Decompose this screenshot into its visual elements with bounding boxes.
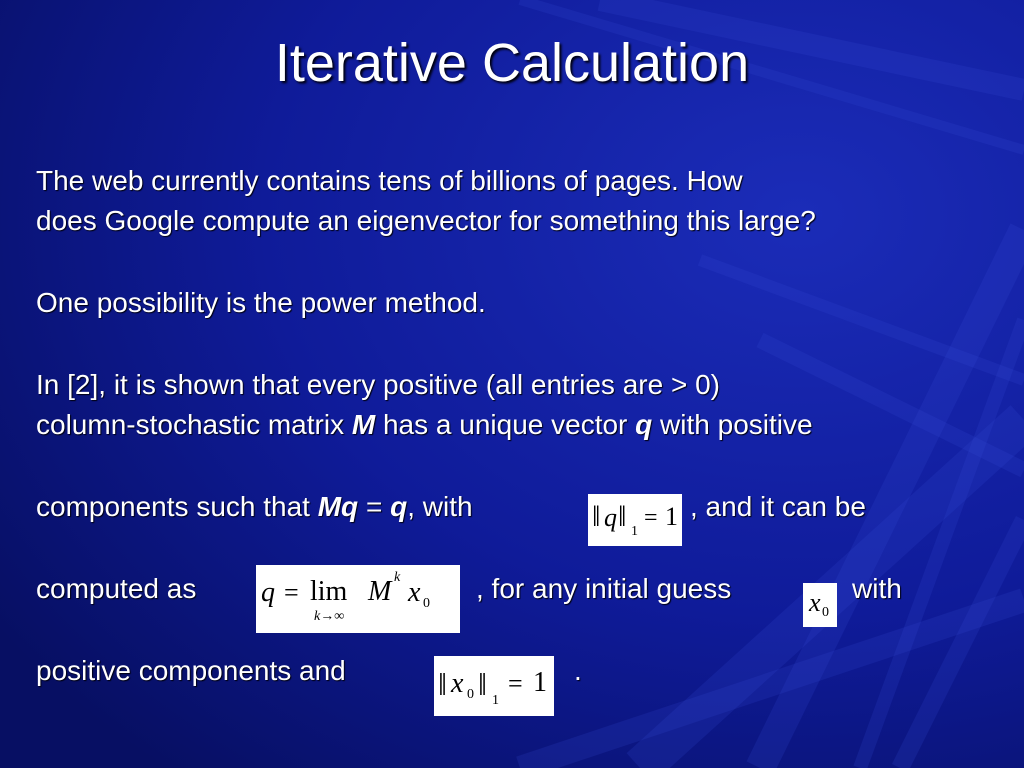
limit-lhs-q: q — [261, 577, 275, 608]
exponent-k: k — [394, 570, 401, 585]
para3-line2 — [36, 405, 813, 445]
para3-line3-tail: , and it can be — [690, 491, 866, 522]
para3-line2-text-b: has a unique vector — [375, 409, 636, 440]
para3-line3 — [36, 487, 473, 527]
para3-line4-tail: with — [852, 573, 902, 604]
equation-norm-q — [588, 494, 682, 546]
limit-equals: = — [284, 578, 299, 607]
norm-x0-value: 1 — [533, 667, 547, 698]
norm-q-equals: = — [644, 505, 658, 531]
para1-line2: does Google compute an eigenvector for something this large? — [36, 205, 816, 236]
norm-x0-var-subscript: 0 — [467, 687, 474, 702]
para3-line2-text-a: column-stochastic matrix — [36, 409, 352, 440]
para3-line5-lead: positive components and — [36, 655, 346, 686]
norm-bars-left: ‖ — [592, 500, 601, 533]
norm-bars-right: ‖ — [618, 500, 627, 533]
para3-line4-mid: , for any initial guess — [476, 573, 732, 604]
norm-x0-var: x — [451, 668, 464, 699]
para1-line1: The web currently contains tens of billions of pages. How — [36, 165, 743, 196]
para2-line1: One possibility is the power method. — [36, 287, 486, 318]
norm-x0-bars-left: ‖ — [438, 666, 447, 702]
norm-x0-bars-right: ‖ — [478, 666, 487, 702]
matrix-M-symbol: M — [351, 409, 376, 440]
limit-operator: lim — [310, 576, 348, 607]
limit-x-subscript: 0 — [423, 596, 430, 611]
para3-line3-text-b: , with — [407, 491, 473, 522]
equation-x0 — [803, 583, 837, 627]
para3-line5-tail: . — [574, 655, 582, 686]
Mq-symbol: Mq — [317, 491, 359, 522]
matrix-M: M — [368, 576, 392, 607]
equation-norm-x0 — [434, 656, 554, 716]
para3-line1: In [2], it is shown that every positive (all entries are > 0) — [36, 369, 720, 400]
norm-q-subscript: 1 — [631, 524, 638, 539]
para3-line2-text-c: with positive — [652, 409, 813, 440]
norm-q-var: q — [604, 503, 617, 532]
norm-q-value: 1 — [665, 502, 678, 531]
x0-var: x — [809, 588, 821, 617]
q-symbol: q — [390, 491, 408, 522]
equation-limit — [256, 565, 460, 633]
x0-subscript: 0 — [822, 605, 829, 620]
slide-title: Iterative Calculation — [274, 33, 750, 93]
para3-line4-lead: computed as — [36, 573, 197, 604]
norm-x0-subscript: 1 — [492, 693, 499, 708]
para3-line3-text-a: components such that — [36, 491, 318, 522]
norm-x0-equals: = — [508, 669, 523, 698]
vector-q-symbol: q — [635, 409, 653, 440]
equals-sign: = — [358, 491, 391, 522]
limit-x: x — [408, 577, 421, 608]
limit-subscript: k→∞ — [314, 609, 345, 624]
